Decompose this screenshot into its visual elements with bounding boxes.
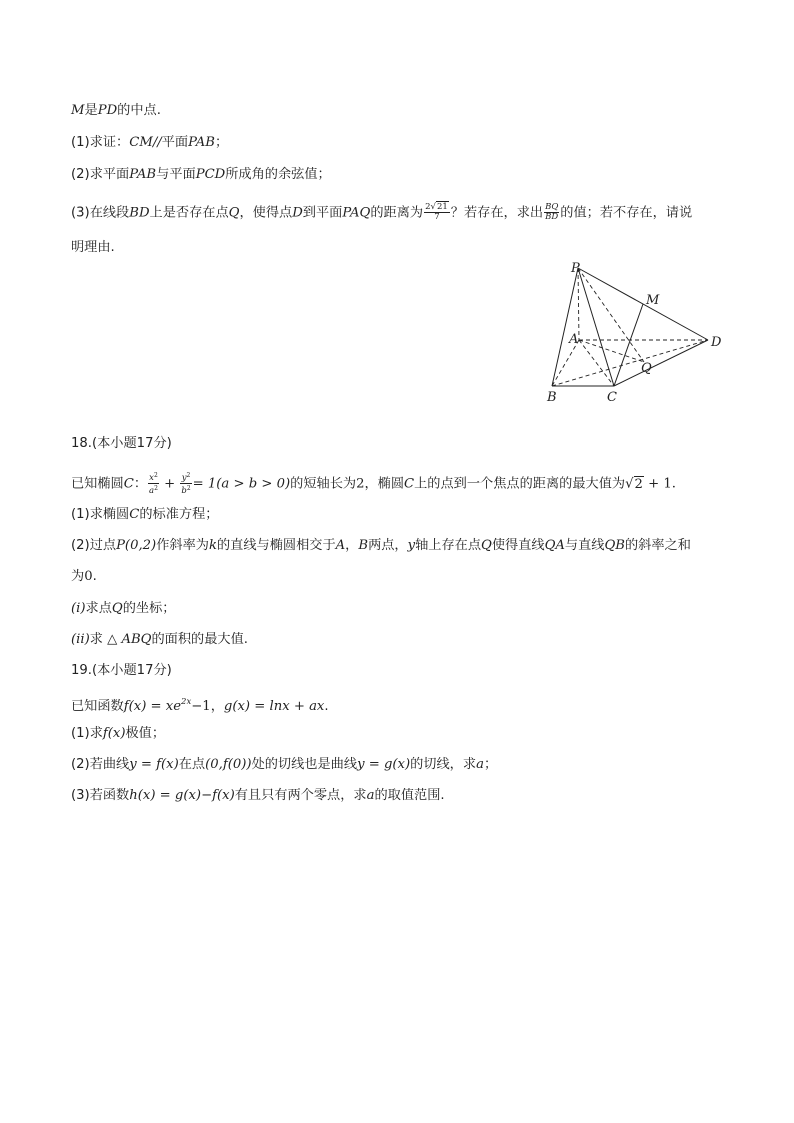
question-number: (2) — [71, 167, 90, 182]
question-number: (2) — [71, 538, 90, 553]
text: 求 — [89, 726, 103, 741]
text: 在点 — [178, 757, 206, 772]
math-a: a — [476, 757, 484, 772]
question-number: (1) — [71, 135, 90, 150]
edge-AC — [579, 340, 614, 386]
p17-question-2 — [71, 167, 331, 183]
text: ； — [483, 757, 498, 772]
text: 平面 — [161, 135, 189, 150]
math-C: C — [404, 476, 415, 492]
math-a: a — [149, 486, 155, 496]
text: 有且只有两个零点，求 — [234, 788, 367, 803]
math-BD: BD — [129, 205, 150, 221]
text: ，椭圆 — [364, 476, 405, 492]
p19-stem — [71, 694, 329, 715]
math-PCD: PCD — [195, 167, 226, 182]
p17-question-3-cont — [71, 240, 115, 256]
edge-PB — [552, 268, 578, 386]
text: ； — [215, 135, 229, 150]
p18-question-2 — [71, 538, 691, 554]
text: 已知函数 — [71, 699, 124, 714]
label-M: M — [646, 293, 660, 308]
exponent: 2 — [154, 485, 158, 492]
math-D: D — [292, 205, 303, 221]
p18-question-2-cont — [71, 569, 97, 585]
text: 的取值范围. — [374, 788, 445, 803]
question-number: (2) — [71, 757, 90, 772]
text: 为 — [71, 569, 85, 584]
math-PAQ: PAQ — [342, 205, 371, 221]
math-h-def: h(x) = g(x)−f(x) — [129, 788, 235, 803]
fraction-denominator: 7 — [434, 212, 440, 222]
math-Q: Q — [481, 538, 492, 553]
label-Q: Q — [641, 361, 652, 376]
math-k: k — [208, 538, 217, 553]
text: 的坐标； — [122, 601, 176, 616]
text: ： — [133, 476, 148, 492]
p19-header: 19.(本小题17分) — [71, 663, 172, 678]
text: ， — [210, 699, 224, 714]
math-exponent: 2x — [181, 697, 192, 707]
fraction-denominator: BD — [545, 212, 559, 222]
text: 处的切线也是曲线 — [251, 757, 358, 772]
math-2: 2 — [356, 476, 365, 492]
math-PAB: PAB — [188, 135, 215, 150]
math-C: C — [129, 507, 140, 522]
text: 求点 — [85, 601, 112, 616]
math-curve-f: y = f(x) — [129, 757, 179, 772]
question-number: (3) — [71, 788, 90, 803]
math-x: x — [149, 473, 154, 483]
math-A: A — [335, 538, 346, 553]
text: 与平面 — [156, 167, 196, 182]
text: 的切线，求 — [410, 757, 477, 772]
question-number: (1) — [71, 507, 90, 522]
p18-question-ii — [71, 632, 248, 648]
text: 的直线与椭圆相交于 — [216, 538, 336, 553]
question-number: (1) — [71, 726, 90, 741]
exponent: 2 — [186, 485, 191, 492]
text: 求 △ — [89, 632, 122, 647]
radicand: 21 — [436, 202, 448, 212]
fraction-numerator: BQ — [545, 202, 559, 212]
label-D: D — [711, 335, 722, 350]
math-PD: PD — [97, 103, 118, 118]
question-number: (3) — [71, 205, 90, 221]
math-Q: Q — [111, 601, 123, 616]
p18-question-1 — [71, 507, 218, 523]
fraction-coef: 2 — [425, 202, 431, 212]
edge-PC — [578, 268, 614, 386]
text: 上是否存在点 — [149, 205, 229, 221]
text: 是 — [84, 103, 98, 118]
math-P: P(0,2) — [116, 538, 157, 553]
ratio-fraction — [544, 203, 559, 222]
text: . — [92, 569, 97, 584]
p18-stem: 已知椭圆C： $\frac{x^2}{a^2}$ + $\frac{y^2}{b^2}$ = 1(a > b > 0)的短轴长为2，椭圆C上的点到一个焦点的距离的最大值为√2 + 1. — [71, 472, 676, 496]
text: 若曲线 — [89, 757, 130, 772]
text: 的标准方程； — [139, 507, 219, 522]
math-CM-parallel: CM// — [129, 135, 162, 150]
text: 已知椭圆 — [71, 476, 124, 492]
p19-question-3 — [71, 788, 445, 804]
math-y: y — [181, 473, 187, 483]
question-number: (ii) — [71, 632, 90, 647]
math-Q: Q — [228, 205, 240, 221]
text: 的斜率之和 — [625, 538, 691, 553]
text: ？若存在，求出 — [450, 205, 544, 221]
fraction-y2-b2 — [180, 471, 191, 496]
p17-question-3 — [71, 203, 692, 222]
text: 在线段 — [89, 205, 130, 221]
text: 过点 — [89, 538, 117, 553]
label-A: A — [569, 332, 579, 347]
math-equation-rest: = 1(a > b > 0) — [192, 476, 291, 492]
text: 的值；若不存在，请说 — [560, 205, 693, 221]
text: 极值； — [125, 726, 166, 741]
text: 所成角的余弦值； — [225, 167, 331, 182]
text: 的面积的最大值. — [151, 632, 248, 647]
exponent: 2 — [186, 472, 191, 479]
fraction-x2-a2 — [148, 471, 159, 496]
p18-header: 18.(本小题17分) — [71, 436, 172, 451]
math-B: B — [358, 538, 369, 553]
label-P: P — [571, 261, 580, 276]
math-b: b — [181, 486, 187, 496]
text: . — [324, 699, 329, 714]
math-PAB: PAB — [129, 167, 157, 182]
text: 若函数 — [89, 788, 130, 803]
pyramid-figure — [540, 255, 730, 405]
text: 的距离为 — [370, 205, 424, 221]
text: 两点， — [368, 538, 408, 553]
text: 轴上存在点 — [415, 538, 482, 553]
p19-question-1 — [71, 726, 165, 742]
math-fx: f(x) — [102, 726, 126, 741]
text: 明理由. — [71, 240, 115, 255]
text: 的中点. — [117, 103, 161, 118]
distance-fraction: $\frac{2√21}{7}$ — [425, 202, 448, 222]
label-B: B — [547, 390, 557, 405]
math-f-rest: −1 — [191, 699, 211, 714]
text: ， — [345, 538, 359, 553]
p19-question-2 — [71, 757, 497, 773]
text: 作斜率为 — [156, 538, 209, 553]
math-ABQ: ABQ — [121, 632, 152, 647]
text: 与直线 — [564, 538, 605, 553]
text: 到平面 — [302, 205, 343, 221]
label-C: C — [607, 390, 617, 405]
exponent: 2 — [153, 472, 158, 479]
math-C: C — [123, 476, 134, 492]
math-QB: QB — [604, 538, 625, 553]
math-QA: QA — [544, 538, 565, 553]
question-number: (i) — [71, 601, 86, 616]
radicand: 2 — [634, 476, 643, 492]
text: 求证： — [89, 135, 130, 150]
math-f-def: f(x) = xe — [123, 699, 182, 714]
text: 的短轴长为 — [290, 476, 357, 492]
math-y: y — [407, 538, 416, 553]
p17-question-1 — [71, 135, 228, 151]
math-point: (0,f(0)) — [205, 757, 252, 772]
math-curve-g: y = g(x) — [357, 757, 411, 772]
math-g-def: g(x) = lnx + ax — [223, 699, 325, 714]
sqrt-expression: √2 — [625, 476, 643, 492]
text: + 1. — [643, 476, 676, 492]
text: ，使得点 — [239, 205, 293, 221]
math-0: 0 — [84, 569, 93, 584]
text: 求平面 — [89, 167, 130, 182]
math-M: M — [71, 103, 85, 118]
p17-context-line — [71, 103, 161, 119]
edge-PA — [578, 268, 579, 340]
text: 上的点到一个焦点的距离的最大值为 — [414, 476, 626, 492]
text: 求椭圆 — [89, 507, 130, 522]
p18-question-i — [71, 601, 175, 617]
edge-AQ — [579, 340, 644, 362]
text: 使得直线 — [491, 538, 545, 553]
math-a: a — [366, 788, 375, 803]
edge-PQ — [578, 268, 644, 362]
